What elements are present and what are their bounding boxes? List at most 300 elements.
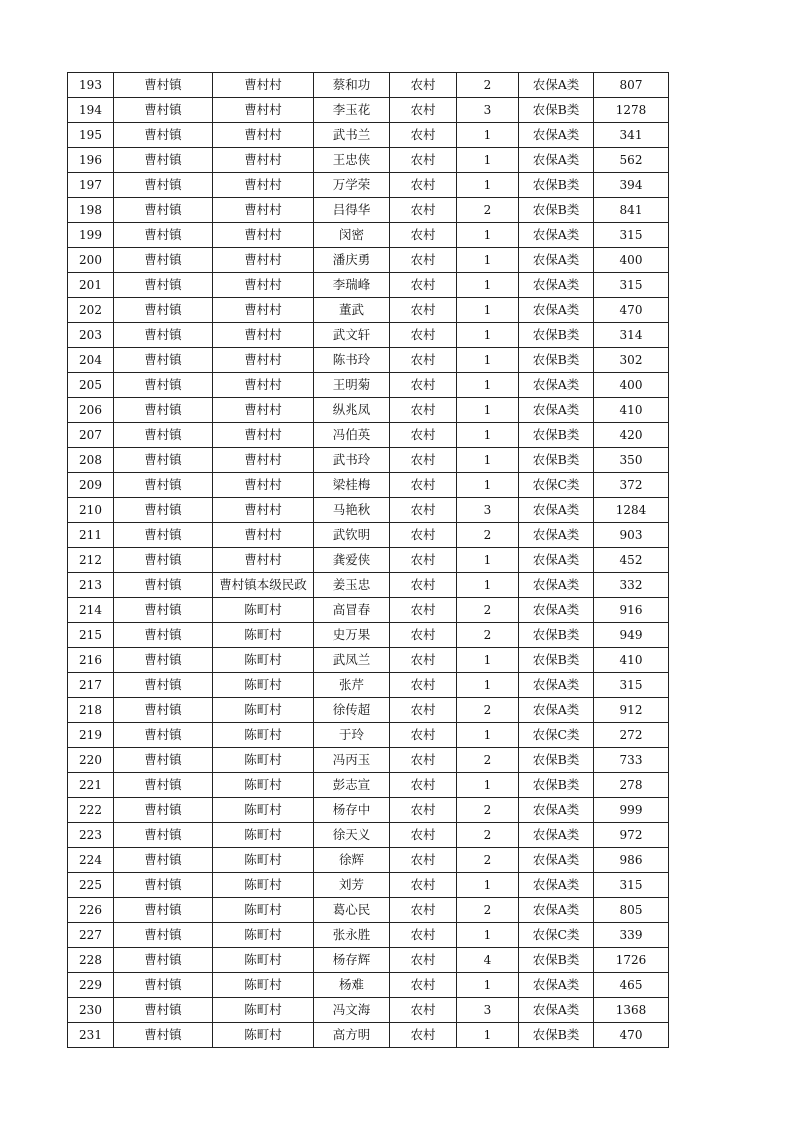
amount-cell: 350	[594, 448, 669, 473]
name-cell: 高冒春	[314, 598, 390, 623]
table-row	[68, 798, 669, 823]
area-type-cell: 农村	[390, 723, 457, 748]
village-cell: 曹村村	[213, 548, 314, 573]
name-cell: 龚爱侠	[314, 548, 390, 573]
category-cell: 农保B类	[519, 773, 594, 798]
table-row	[68, 573, 669, 598]
village-cell: 曹村村	[213, 298, 314, 323]
name-cell: 冯丙玉	[314, 748, 390, 773]
area-type-cell: 农村	[390, 548, 457, 573]
village-cell: 陈町村	[213, 948, 314, 973]
name-cell: 冯伯英	[314, 423, 390, 448]
row-number: 193	[68, 73, 114, 98]
category-cell: 农保A类	[519, 398, 594, 423]
household-count-cell: 1	[457, 573, 519, 598]
household-count-cell: 1	[457, 648, 519, 673]
category-cell: 农保A类	[519, 548, 594, 573]
name-cell: 杨存辉	[314, 948, 390, 973]
row-number: 202	[68, 298, 114, 323]
name-cell: 梁桂梅	[314, 473, 390, 498]
village-cell: 曹村村	[213, 73, 314, 98]
name-cell: 王明菊	[314, 373, 390, 398]
amount-cell: 410	[594, 398, 669, 423]
category-cell: 农保B类	[519, 98, 594, 123]
table-row	[68, 523, 669, 548]
table-row	[68, 73, 669, 98]
town-cell: 曹村镇	[114, 148, 213, 173]
table-row	[68, 123, 669, 148]
household-count-cell: 3	[457, 498, 519, 523]
area-type-cell: 农村	[390, 773, 457, 798]
amount-cell: 986	[594, 848, 669, 873]
table-row	[68, 848, 669, 873]
row-number: 206	[68, 398, 114, 423]
village-cell: 曹村村	[213, 423, 314, 448]
category-cell: 农保B类	[519, 648, 594, 673]
table-row	[68, 948, 669, 973]
category-cell: 农保A类	[519, 523, 594, 548]
village-cell: 陈町村	[213, 873, 314, 898]
row-number: 217	[68, 673, 114, 698]
amount-cell: 400	[594, 248, 669, 273]
town-cell: 曹村镇	[114, 848, 213, 873]
household-count-cell: 3	[457, 998, 519, 1023]
area-type-cell: 农村	[390, 273, 457, 298]
name-cell: 陈书玲	[314, 348, 390, 373]
amount-cell: 272	[594, 723, 669, 748]
row-number: 195	[68, 123, 114, 148]
household-count-cell: 1	[457, 248, 519, 273]
village-cell: 曹村村	[213, 498, 314, 523]
village-cell: 曹村村	[213, 398, 314, 423]
town-cell: 曹村镇	[114, 398, 213, 423]
category-cell: 农保A类	[519, 848, 594, 873]
household-count-cell: 1	[457, 473, 519, 498]
name-cell: 徐传超	[314, 698, 390, 723]
table-row	[68, 773, 669, 798]
village-cell: 曹村村	[213, 223, 314, 248]
table-row	[68, 823, 669, 848]
table-row	[68, 998, 669, 1023]
amount-cell: 410	[594, 648, 669, 673]
village-cell: 陈町村	[213, 723, 314, 748]
row-number: 224	[68, 848, 114, 873]
area-type-cell: 农村	[390, 198, 457, 223]
row-number: 207	[68, 423, 114, 448]
town-cell: 曹村镇	[114, 598, 213, 623]
amount-cell: 341	[594, 123, 669, 148]
village-cell: 陈町村	[213, 773, 314, 798]
amount-cell: 562	[594, 148, 669, 173]
table-row	[68, 923, 669, 948]
area-type-cell: 农村	[390, 948, 457, 973]
amount-cell: 470	[594, 298, 669, 323]
amount-cell: 949	[594, 623, 669, 648]
row-number: 214	[68, 598, 114, 623]
area-type-cell: 农村	[390, 823, 457, 848]
area-type-cell: 农村	[390, 848, 457, 873]
row-number: 196	[68, 148, 114, 173]
village-cell: 曹村村	[213, 248, 314, 273]
amount-cell: 916	[594, 598, 669, 623]
row-number: 201	[68, 273, 114, 298]
area-type-cell: 农村	[390, 73, 457, 98]
table-row	[68, 398, 669, 423]
village-cell: 曹村村	[213, 348, 314, 373]
area-type-cell: 农村	[390, 573, 457, 598]
row-number: 219	[68, 723, 114, 748]
table-row	[68, 198, 669, 223]
village-cell: 曹村村	[213, 473, 314, 498]
row-number: 212	[68, 548, 114, 573]
town-cell: 曹村镇	[114, 773, 213, 798]
village-cell: 陈町村	[213, 898, 314, 923]
name-cell: 张芹	[314, 673, 390, 698]
row-number: 227	[68, 923, 114, 948]
category-cell: 农保B类	[519, 198, 594, 223]
name-cell: 武凤兰	[314, 648, 390, 673]
town-cell: 曹村镇	[114, 948, 213, 973]
household-count-cell: 1	[457, 123, 519, 148]
name-cell: 冯文海	[314, 998, 390, 1023]
village-cell: 陈町村	[213, 998, 314, 1023]
town-cell: 曹村镇	[114, 798, 213, 823]
amount-cell: 315	[594, 223, 669, 248]
category-cell: 农保A类	[519, 698, 594, 723]
household-count-cell: 1	[457, 423, 519, 448]
area-type-cell: 农村	[390, 148, 457, 173]
area-type-cell: 农村	[390, 898, 457, 923]
amount-cell: 733	[594, 748, 669, 773]
village-cell: 陈町村	[213, 798, 314, 823]
village-cell: 曹村村	[213, 123, 314, 148]
amount-cell: 807	[594, 73, 669, 98]
table-row	[68, 248, 669, 273]
household-count-cell: 1	[457, 223, 519, 248]
category-cell: 农保A类	[519, 973, 594, 998]
amount-cell: 972	[594, 823, 669, 848]
table-row	[68, 98, 669, 123]
household-count-cell: 1	[457, 448, 519, 473]
table-row	[68, 648, 669, 673]
amount-cell: 1368	[594, 998, 669, 1023]
town-cell: 曹村镇	[114, 998, 213, 1023]
amount-cell: 315	[594, 873, 669, 898]
category-cell: 农保A类	[519, 373, 594, 398]
area-type-cell: 农村	[390, 123, 457, 148]
household-count-cell: 1	[457, 923, 519, 948]
household-count-cell: 1	[457, 273, 519, 298]
row-number: 231	[68, 1023, 114, 1048]
row-number: 199	[68, 223, 114, 248]
area-type-cell: 农村	[390, 348, 457, 373]
area-type-cell: 农村	[390, 298, 457, 323]
town-cell: 曹村镇	[114, 323, 213, 348]
name-cell: 武钦明	[314, 523, 390, 548]
row-number: 203	[68, 323, 114, 348]
amount-cell: 400	[594, 373, 669, 398]
row-number: 194	[68, 98, 114, 123]
table-row	[68, 323, 669, 348]
area-type-cell: 农村	[390, 173, 457, 198]
area-type-cell: 农村	[390, 98, 457, 123]
town-cell: 曹村镇	[114, 123, 213, 148]
row-number: 225	[68, 873, 114, 898]
table-body	[68, 73, 669, 1048]
row-number: 230	[68, 998, 114, 1023]
town-cell: 曹村镇	[114, 923, 213, 948]
row-number: 210	[68, 498, 114, 523]
town-cell: 曹村镇	[114, 198, 213, 223]
category-cell: 农保B类	[519, 448, 594, 473]
table-row	[68, 598, 669, 623]
area-type-cell: 农村	[390, 423, 457, 448]
row-number: 228	[68, 948, 114, 973]
category-cell: 农保A类	[519, 898, 594, 923]
name-cell: 董武	[314, 298, 390, 323]
name-cell: 蔡和功	[314, 73, 390, 98]
village-cell: 陈町村	[213, 923, 314, 948]
village-cell: 陈町村	[213, 598, 314, 623]
category-cell: 农保B类	[519, 423, 594, 448]
table-row	[68, 348, 669, 373]
area-type-cell: 农村	[390, 748, 457, 773]
household-count-cell: 2	[457, 748, 519, 773]
household-count-cell: 1	[457, 398, 519, 423]
area-type-cell: 农村	[390, 498, 457, 523]
amount-cell: 315	[594, 673, 669, 698]
town-cell: 曹村镇	[114, 223, 213, 248]
household-count-cell: 1	[457, 1023, 519, 1048]
village-cell: 陈町村	[213, 748, 314, 773]
category-cell: 农保C类	[519, 473, 594, 498]
town-cell: 曹村镇	[114, 748, 213, 773]
town-cell: 曹村镇	[114, 423, 213, 448]
village-cell: 曹村村	[213, 273, 314, 298]
name-cell: 史万果	[314, 623, 390, 648]
category-cell: 农保A类	[519, 248, 594, 273]
village-cell: 曹村村	[213, 198, 314, 223]
household-count-cell: 1	[457, 873, 519, 898]
category-cell: 农保A类	[519, 873, 594, 898]
household-count-cell: 1	[457, 148, 519, 173]
amount-cell: 332	[594, 573, 669, 598]
row-number: 213	[68, 573, 114, 598]
row-number: 198	[68, 198, 114, 223]
area-type-cell: 农村	[390, 598, 457, 623]
household-count-cell: 2	[457, 523, 519, 548]
row-number: 221	[68, 773, 114, 798]
table-row	[68, 473, 669, 498]
area-type-cell: 农村	[390, 1023, 457, 1048]
village-cell: 曹村村	[213, 448, 314, 473]
name-cell: 武书玲	[314, 448, 390, 473]
category-cell: 农保B类	[519, 173, 594, 198]
household-count-cell: 2	[457, 798, 519, 823]
household-count-cell: 4	[457, 948, 519, 973]
village-cell: 陈町村	[213, 673, 314, 698]
town-cell: 曹村镇	[114, 648, 213, 673]
name-cell: 武书兰	[314, 123, 390, 148]
village-cell: 曹村村	[213, 323, 314, 348]
area-type-cell: 农村	[390, 698, 457, 723]
name-cell: 徐辉	[314, 848, 390, 873]
category-cell: 农保A类	[519, 273, 594, 298]
household-count-cell: 1	[457, 323, 519, 348]
town-cell: 曹村镇	[114, 273, 213, 298]
category-cell: 农保A类	[519, 998, 594, 1023]
town-cell: 曹村镇	[114, 498, 213, 523]
area-type-cell: 农村	[390, 998, 457, 1023]
name-cell: 纵兆凤	[314, 398, 390, 423]
village-cell: 陈町村	[213, 1023, 314, 1048]
amount-cell: 1284	[594, 498, 669, 523]
town-cell: 曹村镇	[114, 898, 213, 923]
category-cell: 农保A类	[519, 223, 594, 248]
row-number: 197	[68, 173, 114, 198]
category-cell: 农保B类	[519, 1023, 594, 1048]
name-cell: 姜玉忠	[314, 573, 390, 598]
category-cell: 农保A类	[519, 798, 594, 823]
category-cell: 农保B类	[519, 748, 594, 773]
household-count-cell: 2	[457, 698, 519, 723]
table-row	[68, 723, 669, 748]
household-count-cell: 1	[457, 348, 519, 373]
row-number: 208	[68, 448, 114, 473]
amount-cell: 314	[594, 323, 669, 348]
category-cell: 农保A类	[519, 123, 594, 148]
household-count-cell: 1	[457, 373, 519, 398]
area-type-cell: 农村	[390, 623, 457, 648]
amount-cell: 315	[594, 273, 669, 298]
amount-cell: 302	[594, 348, 669, 373]
row-number: 205	[68, 373, 114, 398]
row-number: 223	[68, 823, 114, 848]
amount-cell: 339	[594, 923, 669, 948]
table-row	[68, 448, 669, 473]
table-row	[68, 498, 669, 523]
amount-cell: 903	[594, 523, 669, 548]
area-type-cell: 农村	[390, 523, 457, 548]
village-cell: 曹村村	[213, 173, 314, 198]
town-cell: 曹村镇	[114, 673, 213, 698]
table-row	[68, 548, 669, 573]
table-row	[68, 973, 669, 998]
category-cell: 农保A类	[519, 73, 594, 98]
town-cell: 曹村镇	[114, 348, 213, 373]
household-count-cell: 1	[457, 973, 519, 998]
amount-cell: 805	[594, 898, 669, 923]
table-row	[68, 273, 669, 298]
amount-cell: 372	[594, 473, 669, 498]
village-cell: 曹村村	[213, 148, 314, 173]
amount-cell: 470	[594, 1023, 669, 1048]
category-cell: 农保B类	[519, 348, 594, 373]
town-cell: 曹村镇	[114, 823, 213, 848]
household-count-cell: 1	[457, 673, 519, 698]
area-type-cell: 农村	[390, 923, 457, 948]
category-cell: 农保A类	[519, 298, 594, 323]
table-row	[68, 298, 669, 323]
row-number: 200	[68, 248, 114, 273]
table-row	[68, 148, 669, 173]
name-cell: 高方明	[314, 1023, 390, 1048]
category-cell: 农保A类	[519, 823, 594, 848]
household-count-cell: 1	[457, 173, 519, 198]
town-cell: 曹村镇	[114, 723, 213, 748]
village-cell: 曹村村	[213, 98, 314, 123]
table-row	[68, 423, 669, 448]
row-number: 211	[68, 523, 114, 548]
table-row	[68, 373, 669, 398]
category-cell: 农保A类	[519, 573, 594, 598]
household-count-cell: 3	[457, 98, 519, 123]
amount-cell: 999	[594, 798, 669, 823]
table-row	[68, 623, 669, 648]
table-row	[68, 898, 669, 923]
area-type-cell: 农村	[390, 648, 457, 673]
name-cell: 葛心民	[314, 898, 390, 923]
name-cell: 李玉花	[314, 98, 390, 123]
table-row	[68, 173, 669, 198]
name-cell: 潘庆勇	[314, 248, 390, 273]
area-type-cell: 农村	[390, 223, 457, 248]
category-cell: 农保A类	[519, 673, 594, 698]
name-cell: 杨难	[314, 973, 390, 998]
town-cell: 曹村镇	[114, 623, 213, 648]
category-cell: 农保B类	[519, 948, 594, 973]
town-cell: 曹村镇	[114, 298, 213, 323]
village-cell: 陈町村	[213, 848, 314, 873]
household-count-cell: 2	[457, 823, 519, 848]
amount-cell: 278	[594, 773, 669, 798]
row-number: 204	[68, 348, 114, 373]
town-cell: 曹村镇	[114, 873, 213, 898]
village-cell: 陈町村	[213, 623, 314, 648]
name-cell: 杨存中	[314, 798, 390, 823]
area-type-cell: 农村	[390, 473, 457, 498]
town-cell: 曹村镇	[114, 448, 213, 473]
name-cell: 彭志宣	[314, 773, 390, 798]
household-count-cell: 2	[457, 898, 519, 923]
town-cell: 曹村镇	[114, 373, 213, 398]
amount-cell: 465	[594, 973, 669, 998]
amount-cell: 1278	[594, 98, 669, 123]
area-type-cell: 农村	[390, 798, 457, 823]
village-cell: 陈町村	[213, 648, 314, 673]
village-cell: 曹村村	[213, 373, 314, 398]
row-number: 222	[68, 798, 114, 823]
household-count-cell: 1	[457, 773, 519, 798]
amount-cell: 1726	[594, 948, 669, 973]
row-number: 215	[68, 623, 114, 648]
area-type-cell: 农村	[390, 873, 457, 898]
row-number: 209	[68, 473, 114, 498]
amount-cell: 420	[594, 423, 669, 448]
household-count-cell: 2	[457, 623, 519, 648]
name-cell: 李瑞峰	[314, 273, 390, 298]
area-type-cell: 农村	[390, 398, 457, 423]
name-cell: 万学荣	[314, 173, 390, 198]
area-type-cell: 农村	[390, 673, 457, 698]
town-cell: 曹村镇	[114, 1023, 213, 1048]
household-count-cell: 2	[457, 848, 519, 873]
category-cell: 农保C类	[519, 723, 594, 748]
category-cell: 农保A类	[519, 498, 594, 523]
area-type-cell: 农村	[390, 323, 457, 348]
town-cell: 曹村镇	[114, 973, 213, 998]
village-cell: 陈町村	[213, 698, 314, 723]
